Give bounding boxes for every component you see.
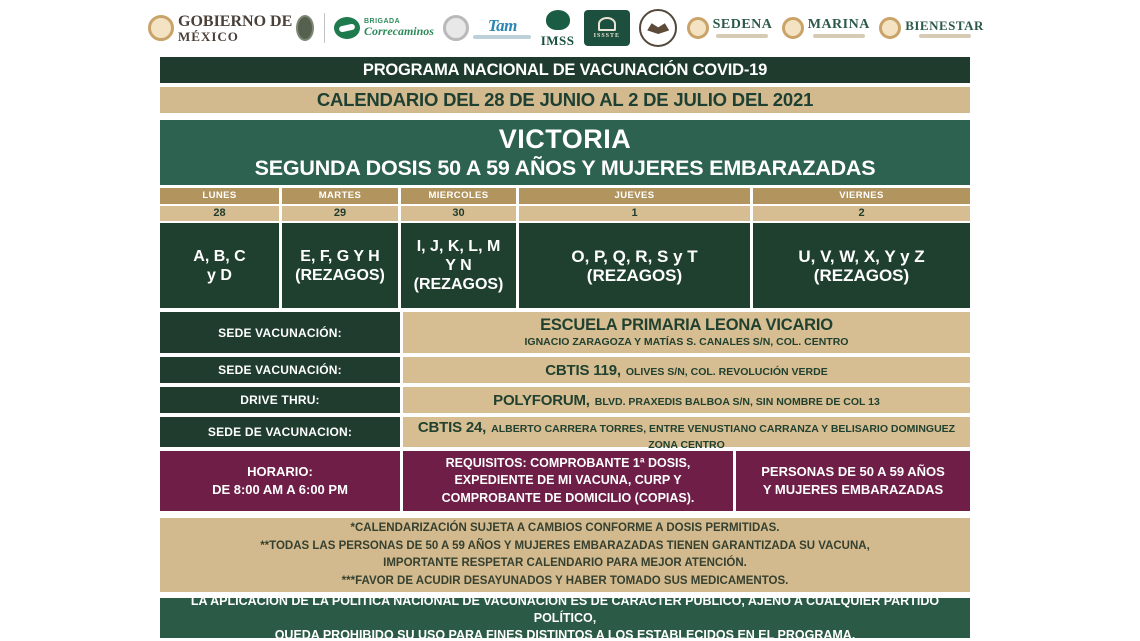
imss-eagle-icon — [546, 10, 570, 30]
marina-seal-icon — [782, 17, 804, 39]
day-date-29: 29 — [282, 206, 398, 221]
letters-miercoles — [401, 223, 516, 308]
info-bar — [160, 451, 970, 511]
day-date-2: 2 — [753, 206, 970, 221]
program-title-banner: PROGRAMA NACIONAL DE VACUNACIÓN COVID-19 — [160, 57, 970, 83]
venue-label: SEDE DE VACUNACION: — [160, 417, 400, 447]
calendar-range-banner: CALENDARIO DEL 28 DE JUNIO AL 2 DE JULIO DEL 2021 — [160, 87, 970, 113]
day-name-martes: MARTES — [282, 188, 398, 204]
footnote-line: ***FAVOR DE ACUDIR DESAYUNADOS Y HABER TOMADO SUS MEDICAMENTOS. — [341, 574, 789, 587]
letters-line: U, V, W, X, Y y Z — [798, 246, 925, 266]
imss-label: IMSS — [540, 32, 575, 48]
letters-line: (REZAGOS) — [295, 266, 385, 284]
brigada-label: BRIGADA — [363, 18, 401, 26]
marina-logo — [782, 17, 870, 39]
footnote-line: IMPORTANTE RESPETAR CALENDARIO PARA MEJOR ATENCIÓN. — [383, 557, 747, 569]
venue-address: IGNACIO ZARAGOZA Y MATÍAS S. CANALES S/N, COL. CENTRO — [524, 336, 849, 348]
day-date-1: 1 — [519, 206, 750, 221]
day-date-28: 28 — [160, 206, 279, 221]
horario-label: HORARIO: — [247, 464, 313, 479]
venue-address: BLVD. PRAXEDIS BALBOA S/N, SIN NOMBRE DE COL 13 — [594, 396, 880, 408]
disclaimer-line: LA APLICACIÓN DE LA POLÍTICA NACIONAL DE VACUNACIÓN ES DE CARÁCTER PÚBLICO, AJENO A CUALQUIER PARTIDO POLÍTICO, — [190, 593, 940, 625]
requirements-line: EXPEDIENTE DE MI VACUNA, CURP Y — [454, 473, 682, 488]
issste-badge — [584, 10, 630, 46]
requirements-cell — [403, 451, 733, 511]
venue-value — [403, 387, 970, 413]
requirements-line: REQUISITOS: COMPROBANTE 1ª DOSIS, — [445, 455, 691, 470]
eagle-glyph-icon — [647, 22, 669, 34]
footnote-line: **TODAS LAS PERSONAS DE 50 A 59 AÑOS Y MUJERES EMBARAZADAS TIENEN GARANTIZADA SU VACUNA, — [260, 539, 870, 552]
letters-viernes — [753, 223, 970, 308]
schedule-hours-cell — [160, 451, 400, 511]
sedena-label: SEDENA — [712, 17, 773, 32]
gobierno-de-label: GOBIERNO DE — [178, 12, 293, 30]
target-population-cell — [736, 451, 970, 511]
day-date-30: 30 — [401, 206, 516, 221]
bienestar-subtext-bar — [919, 34, 971, 38]
footnote-line: *CALENDARIZACIÓN SUJETA A CAMBIOS CONFORME A DOSIS PERMITIDAS. — [350, 522, 780, 534]
letters-line: O, P, Q, R, S y T — [571, 246, 698, 266]
sedena-seal-icon — [687, 17, 709, 39]
bienestar-wordmark — [905, 19, 984, 38]
logo-strip — [148, 6, 984, 50]
gobierno-de-mexico-logo — [148, 14, 314, 43]
day-name-miercoles: MIERCOLES — [401, 188, 516, 204]
issste-label: ISSSTE — [593, 33, 621, 39]
sedena-wordmark — [713, 18, 773, 38]
logo-divider — [324, 13, 325, 43]
poster — [160, 0, 984, 641]
tam-label: Tam — [487, 16, 517, 35]
issste-emblem-icon — [598, 17, 616, 31]
aguila-seal-icon — [639, 9, 677, 47]
day-names-row — [160, 188, 970, 204]
venue-row-polyforum — [160, 387, 970, 413]
horario-hours: DE 8:00 AM A 6:00 PM — [212, 482, 348, 497]
venue-address: OLIVES S/N, COL. REVOLUCIÓN VERDE — [625, 366, 828, 378]
target-line: PERSONAS DE 50 A 59 AÑOS — [761, 464, 945, 479]
venue-name: CBTIS 119, — [545, 362, 621, 379]
letters-line: y D — [207, 266, 232, 284]
sedena-logo — [687, 17, 773, 39]
tamaulipas-logo — [443, 15, 531, 41]
correcaminos-bird-icon — [334, 17, 360, 39]
letters-line: A, B, C — [193, 247, 246, 265]
gobierno-de-mexico-wordmark — [178, 14, 292, 43]
letter-groups-row — [160, 223, 970, 308]
venue-name: POLYFORUM, — [493, 392, 590, 409]
city-title: VICTORIA — [498, 123, 632, 154]
day-name-viernes: VIERNES — [753, 188, 970, 204]
letters-line: (REZAGOS) — [586, 265, 683, 285]
disclaimer-line: QUEDA PROHIBIDO SU USO PARA FINES DISTINTOS A LOS ESTABLECIDOS EN EL PROGRAMA. — [274, 627, 856, 641]
correcaminos-label: Correcaminos — [363, 24, 434, 39]
letters-line: I, J, K, L, M — [416, 238, 501, 255]
sedena-subtext-bar — [716, 34, 768, 38]
venue-label: SEDE VACUNACIÓN: — [160, 357, 400, 383]
bienestar-seal-icon — [879, 17, 901, 39]
bienestar-logo — [879, 17, 984, 39]
day-name-lunes: LUNES — [160, 188, 279, 204]
letters-line: Y N — [445, 257, 472, 274]
marina-wordmark — [808, 18, 870, 38]
venue-name: CBTIS 24, — [417, 419, 487, 436]
venue-row-escuela — [160, 312, 970, 353]
city-banner — [160, 120, 970, 185]
tamaulipas-wordmark — [473, 17, 531, 39]
venue-row-cbtis119 — [160, 357, 970, 383]
day-dates-row — [160, 206, 970, 221]
venue-value — [403, 312, 970, 353]
requirements-line: COMPROBANTE DE DOMICILIO (COPIAS). — [441, 490, 695, 505]
disclaimer-banner — [160, 593, 970, 641]
issste-logo — [584, 10, 630, 46]
marina-subtext-bar — [813, 34, 865, 38]
venue-row-cbtis24 — [160, 417, 970, 451]
letters-line: (REZAGOS) — [413, 276, 504, 293]
letters-martes — [282, 223, 398, 308]
tamaulipas-subtext-bar — [473, 35, 531, 39]
venue-label: DRIVE THRU: — [160, 387, 400, 413]
tamaulipas-seal-icon — [443, 15, 469, 41]
marina-label: MARINA — [807, 17, 870, 32]
brigada-correcaminos-logo — [334, 17, 434, 39]
letters-lunes — [160, 223, 279, 308]
letters-line: (REZAGOS) — [813, 265, 910, 285]
bienestar-label: BIENESTAR — [905, 17, 984, 33]
venue-value — [403, 357, 970, 383]
letters-line: E, F, G Y H — [300, 247, 380, 265]
target-line: Y MUJERES EMBARAZADAS — [762, 482, 944, 497]
footnotes-block — [160, 518, 970, 592]
venue-address: ALBERTO CARRERA TORRES, ENTRE VENUSTIANO CARRANZA Y BELISARIO DOMINGUEZ ZONA CENTRO — [491, 423, 956, 451]
mexico-label: MÉXICO — [178, 28, 239, 44]
venue-value — [403, 417, 970, 451]
mexico-oval-seal-icon — [296, 15, 314, 41]
venue-name: ESCUELA PRIMARIA LEONA VICARIO — [540, 316, 833, 334]
gobierno-seal-icon — [148, 15, 174, 41]
brigada-wordmark — [364, 18, 434, 38]
day-name-jueves: JUEVES — [519, 188, 750, 204]
imss-logo — [541, 10, 575, 47]
venue-label: SEDE VACUNACIÓN: — [160, 312, 400, 353]
letters-jueves — [519, 223, 750, 308]
dose-subtitle: SEGUNDA DOSIS 50 A 59 AÑOS Y MUJERES EMBARAZADAS — [254, 155, 876, 180]
